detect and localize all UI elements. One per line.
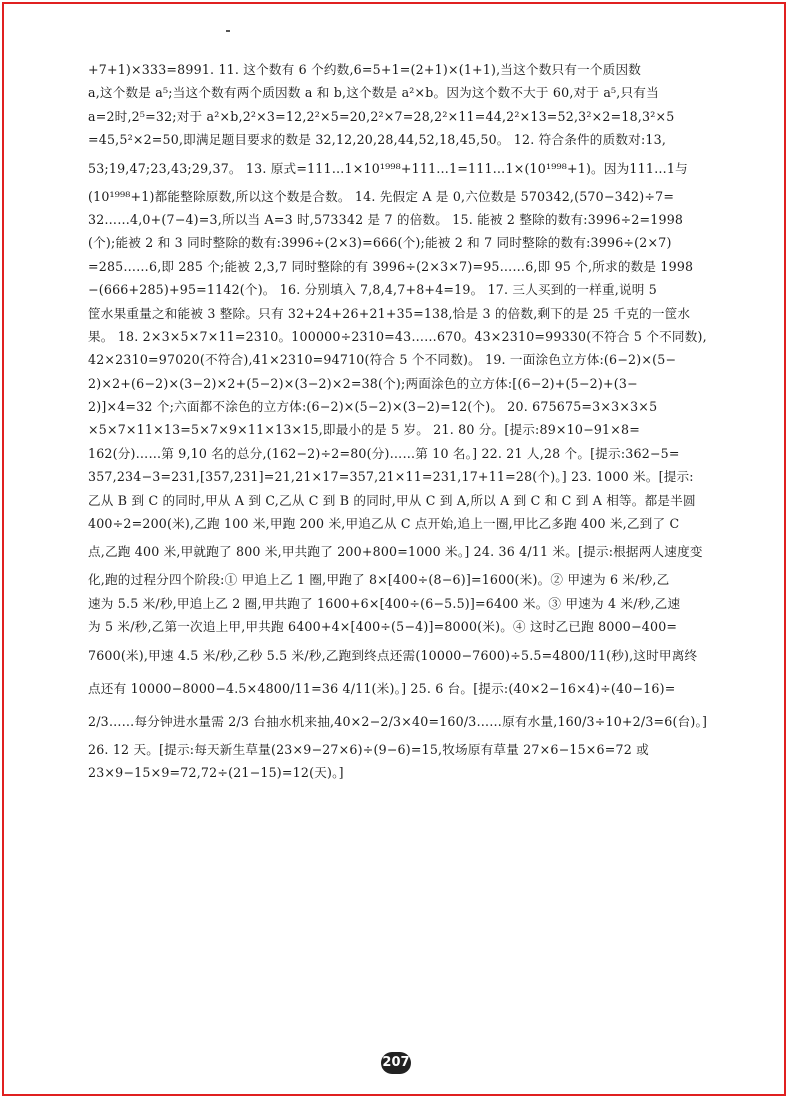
text-line: ×5×7×11×13=5×7×9×11×13×15,即最小的是 5 岁。 21. 80 分。[提示:89×10−91×8= — [88, 422, 640, 438]
text-line: =285……6,即 285 个;能被 2,3,7 同时整除的有 3996÷(2×3×7)=95……6,即 95 个,所求的数是 1998 — [88, 258, 694, 274]
text-line: 乙从 B 到 C 的同时,甲从 A 到 C,乙从 C 到 B 的同时,甲从 C 到 A,所以 A 到 C 和 C 到 A 相等。都是半圆 — [88, 492, 696, 508]
text-line: 162(分)……第 9,10 名的总分,(162−2)÷2=80(分)……第 10 名。] 22. 21 人,28 个。[提示:362−5= — [88, 445, 680, 461]
text-line: 点,乙跑 400 米,甲就跑了 800 米,甲共跑了 200+800=1000 米。] 24. 36 4/11 米。[提示:根据两人速度变 — [88, 544, 703, 560]
text-line: 2)]×4=32 个;六面都不涂色的立方体:(6−2)×(5−2)×(3−2)=12(个)。 20. 675675=3×3×3×5 — [88, 399, 658, 415]
text-line: a,这个数是 a⁵;当这个数有两个质因数 a 和 b,这个数是 a²×b。因为这个数不大于 60,对于 a⁵,只有当 — [88, 85, 659, 101]
answer-text — [88, 58, 714, 784]
text-line: 357,234−3=231,[357,231]=21,21×17=357,21×11=231,17+11=28(个)。] 23. 1000 米。[提示: — [88, 469, 694, 485]
text-line: +7+1)×333=8991. 11. 这个数有 6 个约数,6=5+1=(2+1)×(1+1),当这个数只有一个质因数 — [88, 62, 642, 77]
text-line: (个);能被 2 和 3 同时整除的数有:3996÷(2×3)=666(个);能被 2 和 7 同时整除的数有:3996÷(2×7) — [88, 235, 672, 251]
text-line: 42×2310=97020(不符合),41×2310=94710(符合 5 个不同数)。 19. 一面涂色立方体:(6−2)×(5− — [88, 352, 677, 368]
text-line: 果。 18. 2×3×5×7×11=2310。100000÷2310=43……670。43×2310=99330(不符合 5 个不同数), — [88, 328, 707, 344]
text-line: 2)×2+(6−2)×(3−2)×2+(5−2)×(3−2)×2=38(个);两面涂色的立方体:[(6−2)+(5−2)+(3− — [88, 375, 638, 391]
text-line: 400÷2=200(米),乙跑 100 米,甲跑 200 米,甲追乙从 C 点开始,追上一圈,甲比乙多跑 400 米,乙到了 C — [88, 516, 680, 532]
text-line: 7600(米),甲速 4.5 米/秒,乙秒 5.5 米/秒,乙跑到终点还需(10000−7600)÷5.5=4800/11(秒),这时甲离终 — [88, 647, 698, 663]
text-line: 32……4,0+(7−4)=3,所以当 A=3 时,573342 是 7 的倍数。 15. 能被 2 整除的数有:3996÷2=1998 — [88, 211, 684, 227]
text-line: (10¹⁹⁹⁸+1)都能整除原数,所以这个数是合数。 14. 先假定 A 是 0,六位数是 570342,(570−342)÷7= — [88, 188, 675, 204]
text-line: 为 5 米/秒,乙第一次追上甲,甲共跑 6400+4×[400÷(5−4)]=8000(米)。④ 这时乙已跑 8000−400= — [88, 619, 678, 635]
text-line: 化,跑的过程分四个阶段:① 甲追上乙 1 圈,甲跑了 8×[400÷(8−6)]=1600(米)。② 甲速为 6 米/秒,乙 — [88, 572, 670, 588]
text-line: =45,5²×2=50,即满足题目要求的数是 32,12,20,28,44,52,18,45,50。 12. 符合条件的质数对:13, — [88, 132, 667, 148]
text-line: −(666+285)+95=1142(个)。 16. 分别填入 7,8,4,7+8+4=19。 17. 三人买到的一样重,说明 5 — [88, 282, 657, 298]
text-line: 23×9−15×9=72,72÷(21−15)=12(天)。] — [88, 764, 344, 780]
text-line: 26. 12 天。[提示:每天新生草量(23×9−27×6)÷(9−6)=15,牧场原有草量 27×6−15×6=72 或 — [88, 741, 649, 757]
text-line: a=2时,2⁵=32;对于 a²×b,2²×3=12,2²×5=20,2²×7=28,2²×11=44,2²×13=52,3²×2=18,3²×5 — [88, 108, 675, 124]
page-number-badge: 207 — [381, 1052, 411, 1074]
scan-mark — [226, 30, 230, 32]
text-line: 筐水果重量之和能被 3 整除。只有 32+24+26+21+35=138,恰是 3 的倍数,剩下的是 25 千克的一筐水 — [88, 305, 691, 321]
text-line: 2/3……每分钟进水量需 2/3 台抽水机来抽,40×2−2/3×40=160/3……原有水量,160/3÷10+2/3=6(台)。] — [88, 713, 708, 729]
text-line: 53;19,47;23,43;29,37。 13. 原式=111…1×10¹⁹⁹⁸+111…1=111…1×(10¹⁹⁹⁸+1)。因为111…1与 — [88, 160, 688, 176]
text-line: 点还有 10000−8000−4.5×4800/11=36 4/11(米)。] 25. 6 台。[提示:(40×2−16×4)÷(40−16)= — [88, 680, 676, 696]
text-line: 速为 5.5 米/秒,甲追上乙 2 圈,甲共跑了 1600+6×[400÷(6−5.5)]=6400 米。③ 甲速为 4 米/秒,乙速 — [88, 595, 681, 611]
